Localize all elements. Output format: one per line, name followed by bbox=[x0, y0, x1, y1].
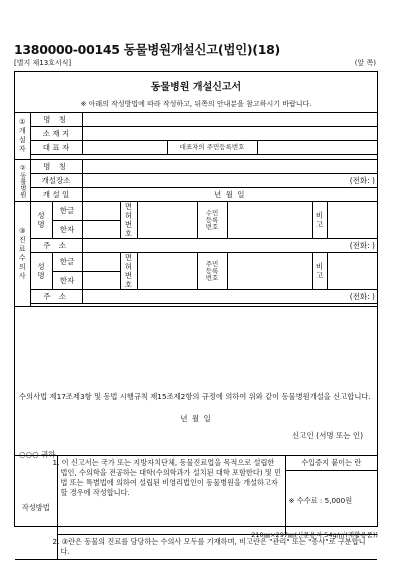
vet-phone-field[interactable]: (전화: ) bbox=[82, 239, 377, 253]
vet2-hanja-label: 한자 bbox=[52, 271, 82, 290]
vet2-hanja-field[interactable] bbox=[82, 271, 120, 290]
vet2-name-label: 성 명 bbox=[30, 253, 52, 290]
vet-spacer bbox=[30, 304, 377, 307]
vet-rrn-label: 수민 등록 번호 bbox=[197, 202, 227, 239]
instructions-table bbox=[15, 455, 377, 560]
vet2-address-label: 주 소 bbox=[30, 290, 82, 304]
declaration-text: 수의사법 제17조제3항 및 동법 시행규칙 제15조제2항의 규정에 의하여 위와 같이 동물병원개설을 신고합니다. bbox=[19, 392, 371, 401]
founder-name-field[interactable] bbox=[82, 113, 377, 127]
hospital-name-field[interactable] bbox=[82, 160, 377, 174]
representative-id-field[interactable] bbox=[257, 141, 377, 155]
founder-name-label: 명 칭 bbox=[30, 113, 82, 127]
instruction-note: ※ 아래의 작성방법에 따라 작성하고, 뒤쪽의 안내분을 참고하시기 바랍니다. bbox=[80, 100, 312, 108]
vet2-hangul-label: 한글 bbox=[52, 253, 82, 272]
paper-spec: 210㎜×297㎜(신문용지 54g/㎡(재활용품)) bbox=[251, 531, 378, 539]
representative-field[interactable] bbox=[82, 141, 167, 155]
vet-license-label: 면허 번호 bbox=[120, 202, 137, 239]
revenue-stamp-box bbox=[285, 456, 377, 535]
vet-remark-field[interactable] bbox=[327, 202, 377, 239]
founder-address-field[interactable] bbox=[82, 127, 377, 141]
vet-hanja-label: 한자 bbox=[52, 220, 82, 239]
hospital-name-label: 명 칭 bbox=[30, 160, 82, 174]
rule-1: 1. 이 신고서는 국가 또는 지방자치단체, 동물진료업을 목적으로 설립한 법인, 수의학을 전공하는 대학(수의학과가 설치된 대학 포함한다) 및 민법 또는 특별법에 의하여 설립된 비영리법인이 동물병원을 개설하고자 할 경우에 작성합니다. bbox=[57, 456, 285, 535]
vet-name-label: 성 명 bbox=[30, 202, 52, 239]
hospital-group-label: ②동물병원 bbox=[15, 160, 30, 202]
declaration-section bbox=[15, 387, 377, 459]
opening-date-label: 개 설 일 bbox=[30, 188, 82, 202]
rule-2: 2. ③란은 동물의 진료를 담당하는 수의사 모두를 기재하며, 비고란은 "관리" 또는 "종사"로 구분합니다. bbox=[57, 535, 377, 560]
stamp-title: 수입증지 붙이는 란 bbox=[286, 456, 378, 471]
vet-remark-label: 비 고 bbox=[312, 202, 327, 239]
vet2-rrn-field[interactable] bbox=[227, 253, 312, 290]
vet2-remark-label: 비 고 bbox=[312, 253, 327, 290]
founder-group-label: ① 개 설 자 bbox=[15, 113, 30, 160]
vet-hanja-field[interactable] bbox=[82, 220, 120, 239]
vet2-license-label: 면허 번호 bbox=[120, 253, 137, 290]
vet-hangul-field[interactable] bbox=[82, 202, 120, 221]
representative-id-label: 대표자의 주민등록번호 bbox=[167, 141, 257, 155]
hospital-location-label: 개설장소 bbox=[30, 174, 82, 188]
veterinarian-group-label: ③ 진 료 수 의 사 bbox=[15, 202, 30, 307]
fee-text: ※ 수수료 : 5,000원 bbox=[288, 496, 353, 505]
form-number: [별지 제13호서식] bbox=[14, 59, 72, 67]
page-side: (앞 쪽) bbox=[354, 59, 376, 67]
vet2-license-field[interactable] bbox=[137, 253, 197, 290]
addressee: ○○○ 귀하 bbox=[19, 450, 56, 459]
hospital-phone-field[interactable]: (전화: ) bbox=[82, 174, 377, 188]
doc-title: 1380000-00145 동물병원개설신고(법인)(18) bbox=[14, 42, 280, 57]
vet-address-label: 주 소 bbox=[30, 239, 82, 253]
application-grid bbox=[15, 112, 377, 307]
vet2-rrn-label: 주민 등록 번호 bbox=[197, 253, 227, 290]
vet-license-field[interactable] bbox=[137, 202, 197, 239]
founder-address-label: 소 재 지 bbox=[30, 127, 82, 141]
representative-label: 대 표 자 bbox=[30, 141, 82, 155]
form-heading: 동물병원 개설신고서 bbox=[150, 82, 242, 93]
method-label: 작성방법 bbox=[15, 456, 57, 560]
applicant-signature[interactable]: 신고인 (서명 또는 인) bbox=[292, 431, 363, 440]
declaration-date: 년 월 일 bbox=[180, 414, 212, 423]
vet2-remark-field[interactable] bbox=[327, 253, 377, 290]
vet-hangul-label: 한글 bbox=[52, 202, 82, 221]
vet2-hangul-field[interactable] bbox=[82, 253, 120, 272]
opening-date-field[interactable]: 년 월 일 bbox=[82, 188, 377, 202]
vet-rrn-field[interactable] bbox=[227, 202, 312, 239]
vet2-phone-field[interactable]: (전화: ) bbox=[82, 290, 377, 304]
